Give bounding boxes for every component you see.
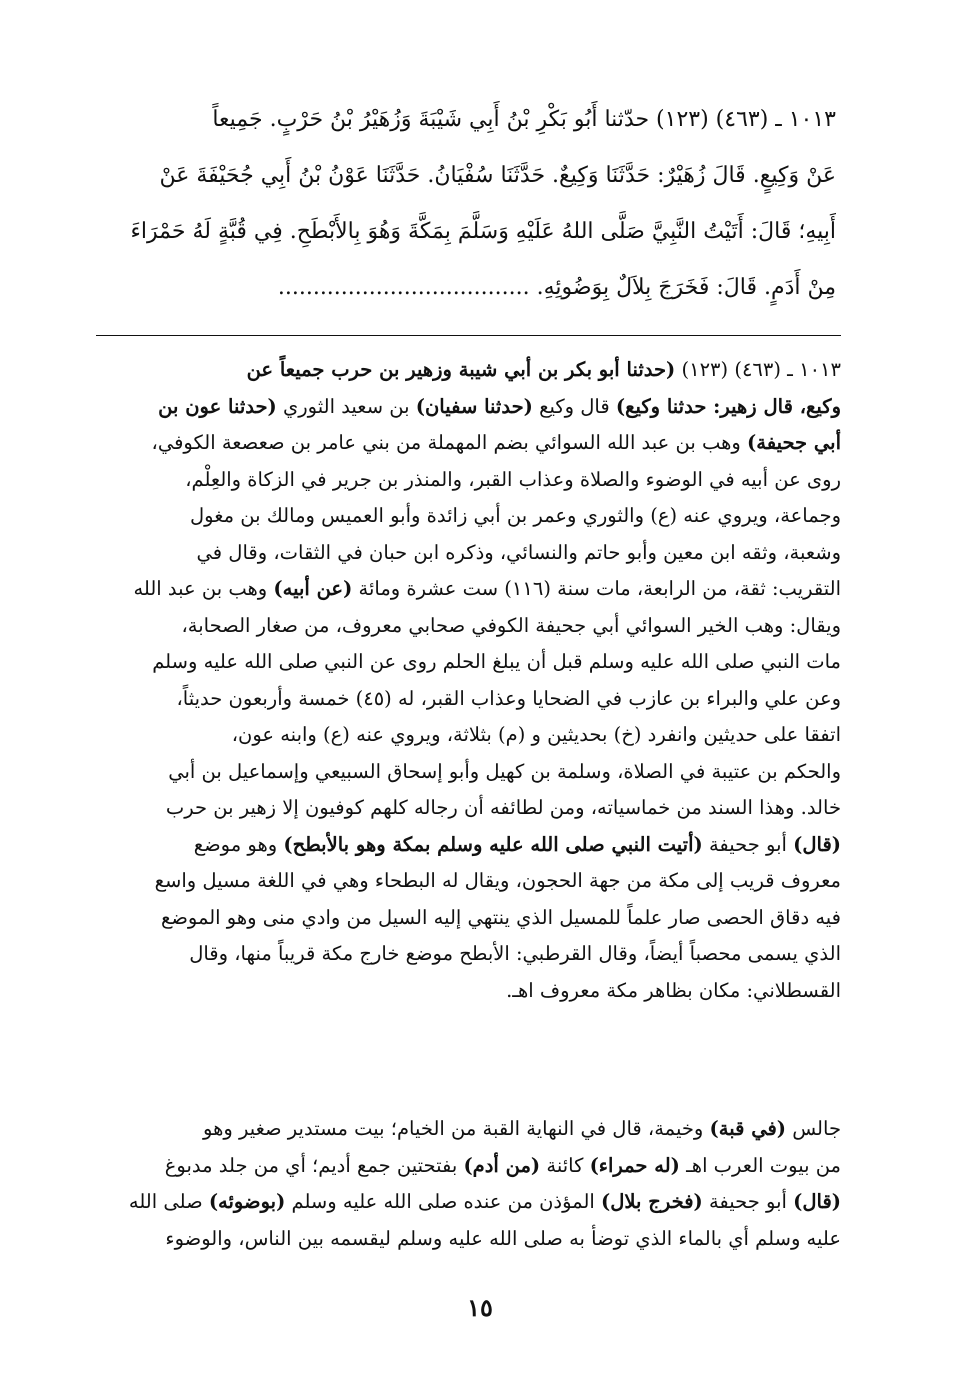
footnote-separator [96,335,841,336]
text-line [96,681,841,718]
page-number: ١٥ [467,1293,493,1322]
text-segment: قال وكيع [532,394,616,418]
text-line [96,1148,841,1185]
text-line [96,352,841,389]
text-line [96,790,841,827]
text-segment: وخيمة، قال في النهاية القبة من الخيام؛ بيت مستدير صغير وهو [203,1117,710,1140]
text-segment: التقريب: ثقة، من الرابعة، مات سنة (١١٦) ست عشرة ومائة [352,577,841,600]
text-segment: ١٠١٣ ـ (٤٦٣) (١٢٣) [675,358,841,381]
hadith-line: عَنْ وَكِيعٍ. قَالَ زُهَيْرٌ: حَدَّثَنَا وَكِيعٌ. حَدَّثَنَا سُفْيَانُ. حَدَّثَنَا عَوْنُ بْنُ أَبِي جُحَيْفَةَ عَنْ [159,163,836,188]
bold-quote-segment: (له حمراء) [589,1153,680,1177]
bold-quote-segment: (حدثنا أبو بكر بن أبي شيبة وزهير بن حرب جميعاً عن [246,358,676,381]
text-segment: والحكم بن عتيبة في الصلاة، وسلمة بن كهيل وأبو إسحاق السبيعي وإسماعيل بن أبي [168,759,841,783]
text-segment: وجماعة، ويروي عنه (ع) والثوري وعمر بن أبي زائدة وأبو العميس ومالك بن مغول [189,504,841,527]
text-segment: ويقال: وهب الخير السوائي أبي جحيفة الكوفي صحابي معروف، من صغار الصحابة، [181,613,841,637]
bold-quote-segment: (حدثنا عون بن [158,394,277,418]
text-line [96,1221,841,1258]
text-segment: صلى الله [128,1190,209,1213]
text-line [96,389,841,426]
text-segment: خالد. وهذا السند من خماسياته، ومن لطائفه أن رجاله كلهم كوفيون إلا زهير بن حرب [165,796,841,819]
text-segment: مات النبي صلى الله عليه وسلم قبل أن يبلغ الحلم روى عن النبي صلى الله عليه وسلم [152,650,841,673]
bold-quote-segment: (من أدم) [463,1153,541,1177]
text-segment: وشعبة، وثقه ابن معين وأبو حاتم والنسائي، وذكره ابن حبان في الثقات، وقال في [196,540,841,564]
text-line [96,608,841,645]
bold-quote-segment: وكيع، قال زهير: حدثنا وكيع) [615,394,841,418]
text-line [96,900,841,937]
text-segment: من بيوت العرب اهـ [679,1153,841,1177]
text-line [96,535,841,572]
text-segment: اتفقا على حديثين وانفرد (خ) بحديثين و (م) بثلاثة، ويروي عنه (ع) وابنه عون، [231,723,841,746]
text-line [96,936,841,973]
hadith-line: ١٠١٣ ـ (٤٦٣) (١٢٣) حدّثنا أَبُو بَكْرِ بْنُ أَبِي شَيْبَةَ وَزُهَيْرُ بْنُ حَرْبٍ. جَمِيعاً [212,107,836,132]
bold-quote-segment: (حدثنا سفيان) [415,394,533,418]
text-segment: فيه دقاق الحصى صار علماً للمسيل الذي ينتهي إليه السيل من وادي منى وهو الموضع [160,905,841,929]
text-segment: جالس [786,1117,841,1140]
text-line [96,827,841,864]
bold-quote-segment: (قال) [793,1190,841,1213]
text-segment: وعن علي والبراء بن عازب في الضحايا وعذاب القبر، له (٤٥) خمسة وأربعون حديثاً، [176,686,841,710]
dotted-leader: .................................... [277,275,530,300]
bold-quote-segment: أبي جحيفة) [747,431,841,454]
bold-quote-segment: (عن أبيه) [273,577,353,600]
hadith-line-text: مِنْ أَدَمٍ. قَالَ: فَخَرَجَ بِلاَلٌ بِوَضُوئِهِ. [536,275,836,300]
text-line [96,1111,841,1148]
hadith-text [96,92,836,316]
bold-quote-segment: (فخرج بلال) [601,1190,703,1213]
text-line [96,863,841,900]
text-segment: أبو جحيفة [702,1190,794,1213]
text-line [96,717,841,754]
text-segment: عليه وسلم أي بالماء الذي توضأ به صلى الله عليه وسلم ليقسمه بين الناس، والوضوء [165,1226,841,1250]
text-line [96,644,841,681]
commentary-text [96,352,841,1009]
text-segment: بفتحتين جمع أديم؛ أي من جلد مدبوغ [164,1153,464,1177]
text-segment: المؤذن من عنده صلى الله عليه وسلم [285,1190,602,1213]
text-segment: وهب بن عبد الله [133,577,274,600]
bold-quote-segment: (أتيت النبي صلى الله عليه وسلم بمكة وهو بالأبطح) [283,832,703,856]
text-line [96,973,841,1010]
text-line [96,462,841,499]
text-segment: بن سعيد الثوري [276,394,416,418]
commentary-paragraph-2 [96,1111,841,1257]
text-line [96,754,841,791]
text-segment: الذي يسمى محصباً أيضاً، وقال القرطبي: الأبطح موضع خارج مكة قريباً منها، وقال [189,942,841,965]
hadith-line-last [96,260,836,316]
bold-quote-segment: (في قبة) [709,1117,786,1140]
text-segment: روى عن أبيه في الوضوء والصلاة وعذاب القبر، والمنذر بن جرير في الزكاة والعِلْم، [185,467,841,491]
bold-quote-segment: (بوضوئه) [208,1190,286,1213]
text-line [96,425,841,462]
text-line [96,498,841,535]
text-line [96,1184,841,1221]
text-segment: وهب بن عبد الله السوائي بضم المهملة من بني عامر بن صعصعة الكوفي، [151,431,748,454]
text-segment: كائنة [540,1153,590,1177]
text-segment: وهو موضع [193,832,284,856]
hadith-line: أَبِيهِ؛ قَالَ: أَتَيْتُ النَّبِيَّ صَلَّى اللهُ عَلَيْهِ وَسَلَّمَ بِمَكَّةَ وَهُوَ بِالأَبْطَحِ. فِي قُبَّةٍ لَهُ حَمْرَاءَ [130,219,836,244]
text-line [96,571,841,608]
text-segment: معروف قريب إلى مكة من جهة الحجون، ويقال له البطحاء وهي في اللغة مسيل واسع [154,869,841,892]
text-segment: القسطلاني: مكان بظاهر مكة معروف اهـ. [506,978,841,1002]
bold-quote-segment: (قال) [793,832,841,856]
text-segment: أبو جحيفة [702,832,794,856]
